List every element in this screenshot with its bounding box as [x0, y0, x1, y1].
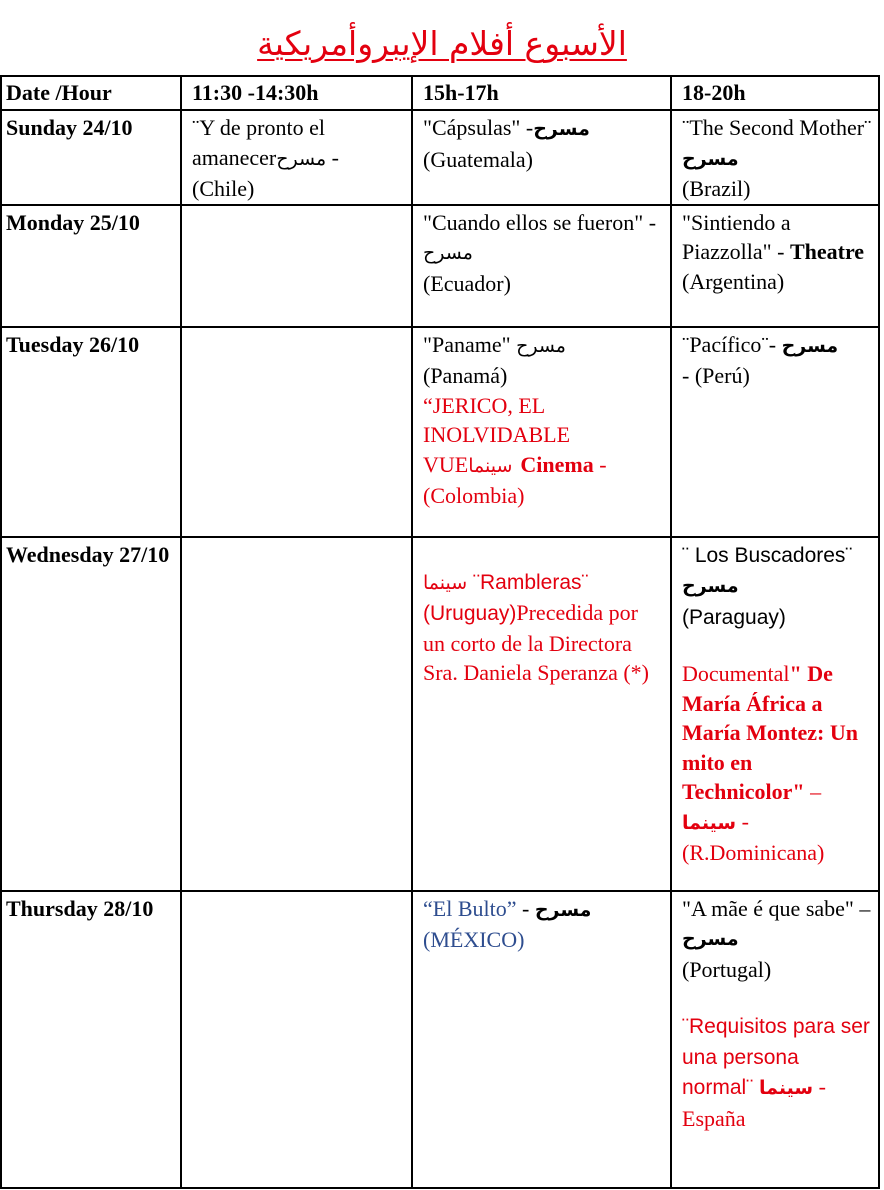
film-cell	[671, 110, 879, 205]
film-cell	[412, 205, 671, 327]
film-title: ¨Requisitos para ser una persona normal¨	[682, 1015, 870, 1099]
empty-cell	[181, 891, 412, 1188]
header-slot1: 11:30 -14:30h	[181, 76, 412, 110]
film-cell	[671, 327, 879, 537]
table-row	[1, 891, 879, 1188]
film-cell	[412, 537, 671, 891]
film-title: ¨Rambleras¨	[467, 570, 589, 594]
film-cell	[412, 327, 671, 537]
film-cell	[412, 891, 671, 1188]
film-country: (Panamá)	[423, 363, 508, 388]
film-country: - (Colombia)	[423, 451, 607, 508]
venue-label: Cinema	[520, 451, 594, 477]
film-note: Precedida por un corto de la Directora Sra. Daniela Speranza (*)	[423, 600, 650, 685]
day-cell: Tuesday 26/10	[1, 327, 181, 537]
film-title: ¨Pacífico¨-	[682, 331, 782, 357]
venue-label: مسرح	[682, 928, 739, 950]
table-row	[1, 537, 879, 891]
film-title: ¨Y de pronto el amanecer	[192, 115, 325, 170]
film-country: (Paraguay)	[682, 605, 786, 629]
venue-label: مسرح	[682, 575, 739, 597]
film-country: (Ecuador)	[423, 270, 511, 296]
film-cell	[671, 205, 879, 327]
film-title: ¨The Second Mother¨	[682, 115, 872, 140]
film-title: "A mãe é que sabe" –	[682, 895, 871, 921]
venue-label: مسرح	[682, 147, 739, 170]
venue-label: Theatre	[789, 239, 865, 264]
venue-label: مسرح	[276, 147, 327, 170]
film-country: - (R.Dominicana)	[682, 808, 825, 865]
header-date: Date /Hour	[1, 76, 181, 110]
empty-cell	[181, 327, 412, 537]
venue-label: سينما	[423, 571, 468, 594]
film-cell	[671, 537, 879, 891]
empty-cell	[181, 205, 412, 327]
film-country: (Portugal)	[682, 956, 772, 982]
day-cell: Thursday 28/10	[1, 891, 181, 1188]
film-country: (MÉXICO)	[423, 927, 525, 952]
table-row	[1, 110, 879, 205]
venue-label: سينما	[682, 811, 737, 834]
venue-label: مسرح	[534, 898, 592, 921]
film-title: " De María África a María Montez: Un mito en Technicolor"	[682, 661, 858, 804]
page-title: الأسبوع أفلام الإيبروأمريكية	[257, 24, 627, 63]
film-cell	[412, 110, 671, 205]
header-slot2: 15h-17h	[412, 76, 671, 110]
film-title: "Cápsulas" -	[423, 115, 534, 140]
film-country: - España	[682, 1074, 826, 1131]
day-cell: Sunday 24/10	[1, 110, 181, 205]
schedule-table	[0, 75, 880, 1189]
film-country: (Uruguay)	[423, 602, 517, 625]
header-row	[1, 76, 879, 110]
venue-label: مسرح	[533, 118, 590, 140]
film-title: "Paname"	[423, 331, 517, 357]
film-title: “El Bulto”	[423, 895, 517, 921]
venue-label: مسرح	[516, 334, 566, 357]
film-cell	[181, 110, 412, 205]
venue-label: مسرح	[781, 334, 839, 357]
venue-label: سينما	[468, 454, 513, 477]
day-cell: Monday 25/10	[1, 205, 181, 327]
film-title: "Cuando ellos se fueron" -	[423, 209, 657, 235]
film-title: "Sintiendo a Piazzolla" -	[682, 209, 791, 264]
film-country: (Guatemala)	[423, 146, 533, 172]
film-title: ¨ Los Buscadores¨	[682, 543, 853, 567]
header-slot3: 18-20h	[671, 76, 879, 110]
table-row	[1, 205, 879, 327]
film-cell	[671, 891, 879, 1188]
dash: -	[516, 895, 535, 921]
film-country: (Brazil)	[682, 176, 751, 201]
film-title: “JERICO, EL INOLVIDABLE VUE	[423, 392, 571, 477]
film-country: (Argentina)	[682, 268, 785, 294]
empty-cell	[181, 537, 412, 891]
film-country: - (Perú)	[682, 363, 750, 388]
venue-label: سينما	[759, 1077, 814, 1099]
day-cell: Wednesday 27/10	[1, 537, 181, 891]
doc-label: Documental	[682, 661, 790, 686]
film-country: - (Chile)	[192, 144, 339, 201]
dash: –	[804, 779, 822, 804]
table-row	[1, 327, 879, 537]
venue-label: مسرح	[423, 242, 473, 264]
